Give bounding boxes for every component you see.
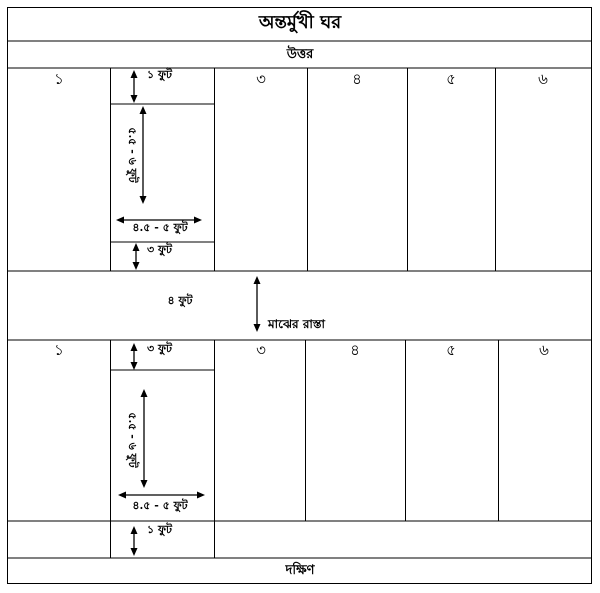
bottom-width-label: ৪.৫ - ৫ ফুট [132, 499, 188, 512]
bottom-block-walls [8, 340, 592, 558]
top-front-gap-label: ১ ফুট [147, 68, 173, 81]
top-room-number-5: ৫ [446, 70, 456, 88]
bottom-room-number-5: ৫ [446, 341, 456, 359]
top-room-number-4: ৪ [352, 70, 362, 88]
bottom-room-number-1: ১ [54, 341, 64, 359]
road-width-arrow [254, 276, 261, 332]
outer-frame [8, 8, 592, 584]
bottom-back-gap-arrow [131, 526, 138, 556]
bottom-room-number-6: ৬ [539, 341, 549, 359]
top-back-gap-label: ৩ ফুট [147, 243, 173, 256]
top-back-gap-arrow [133, 243, 140, 270]
bottom-front-gap-arrow [131, 343, 138, 370]
road-label: মাঝের রাস্তা [268, 317, 326, 331]
top-room-number-3: ৩ [256, 70, 266, 88]
north-label: উত্তর [286, 47, 314, 62]
top-depth-label: ৫.৫ - ৬ ফুট [126, 127, 139, 183]
top-block-walls [111, 68, 496, 271]
top-room-number-6: ৬ [538, 70, 548, 88]
road-width-label: ৪ ফুট [167, 294, 193, 307]
bottom-back-gap-label: ১ ফুট [147, 523, 173, 536]
bottom-room-number-4: ৪ [350, 341, 360, 359]
top-depth-arrow [140, 106, 147, 204]
south-label: দক্ষিণ [285, 563, 315, 578]
bottom-room-number-3: ৩ [256, 341, 266, 359]
diagram-title: অন্তর্মুখী ঘর [258, 12, 342, 33]
bottom-depth-label: ৫.৫ - ৬ ফুট [126, 412, 139, 468]
top-width-label: ৪.৫ - ৫ ফুট [132, 221, 188, 234]
bottom-width-arrow [118, 492, 205, 499]
top-front-gap-arrow [131, 70, 138, 103]
bottom-depth-arrow [141, 389, 148, 488]
bottom-front-gap-label: ৩ ফুট [147, 342, 173, 355]
top-room-number-1: ১ [54, 70, 64, 88]
